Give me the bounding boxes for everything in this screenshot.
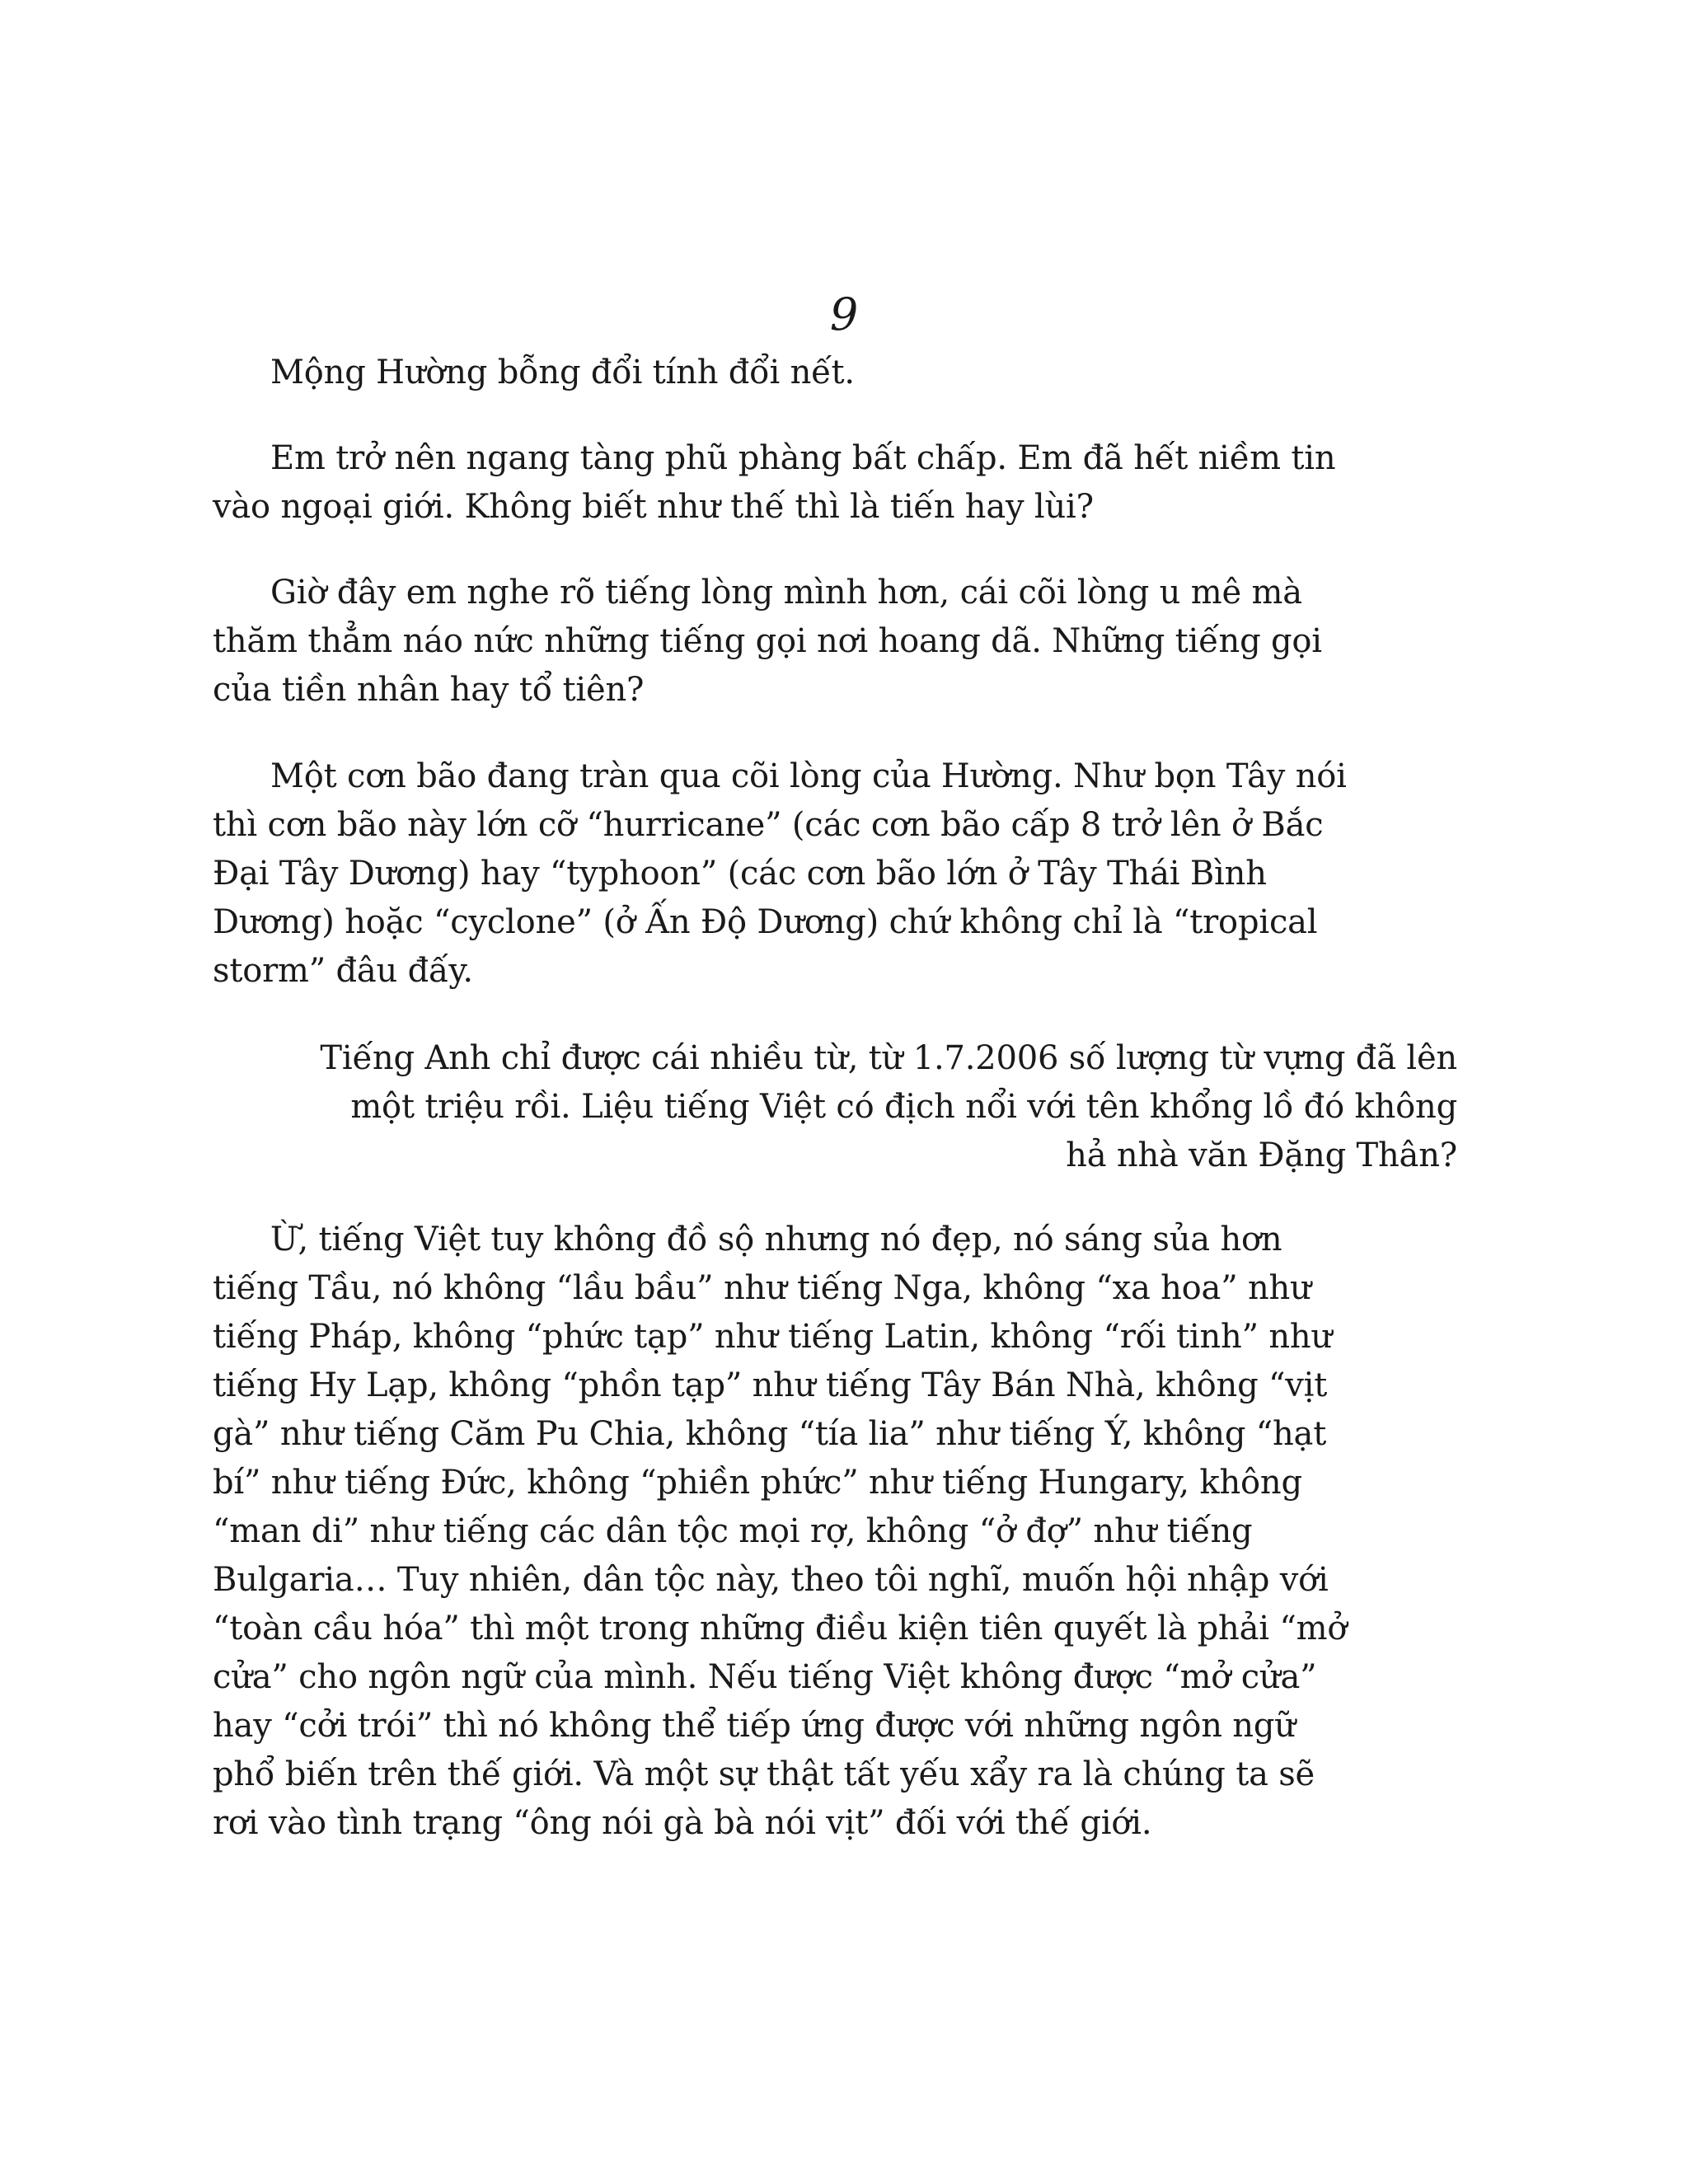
text-line: Giờ đây em nghe rõ tiếng lòng mình hơn, cái cõi lòng u mê mà [270, 574, 1302, 612]
paragraph-2 [213, 434, 1457, 532]
text-line: thăm thẳm náo nức những tiếng gọi nơi hoang dã. Những tiếng gọi [213, 622, 1322, 660]
text-line: hả nhà văn Đặng Thân? [1066, 1137, 1457, 1174]
text-line: vào ngoại giới. Không biết như thế thì là tiến hay lùi? [213, 488, 1094, 526]
text-line: bí” như tiếng Đức, không “phiền phức” như tiếng Hungary, không [213, 1464, 1302, 1502]
text-line: “man di” như tiếng các dân tộc mọi rợ, không “ở đợ” như tiếng [213, 1512, 1253, 1550]
text-line: rơi vào tình trạng “ông nói gà bà nói vịt” đối với thế giới. [213, 1804, 1152, 1842]
paragraph-4 [213, 752, 1457, 996]
text-line: của tiền nhân hay tổ tiên? [213, 671, 645, 709]
text-line: Bulgaria… Tuy nhiên, dân tộc này, theo tôi nghĩ, muốn hội nhập với [213, 1561, 1329, 1599]
text-line: một triệu rồi. Liệu tiếng Việt có địch nổi với tên khổng lồ đó không [350, 1088, 1457, 1126]
text-line: gà” như tiếng Căm Pu Chia, không “tía lia” như tiếng Ý, không “hạt [213, 1415, 1327, 1453]
paragraph-3 [213, 569, 1457, 715]
text-line: storm” đâu đấy. [213, 952, 473, 990]
text-line: hay “cởi trói” thì nó không thể tiếp ứng được với những ngôn ngữ [213, 1707, 1296, 1745]
chapter-number: 9 [829, 288, 859, 340]
text-line: tiếng Hy Lạp, không “phồn tạp” như tiếng Tây Bán Nhà, không “vịt [213, 1366, 1328, 1404]
text-line: Một cơn bão đang tràn qua cõi lòng của Hường. Như bọn Tây nói [270, 757, 1347, 795]
text-line: cửa” cho ngôn ngữ của mình. Nếu tiếng Việt không được “mở cửa” [213, 1658, 1317, 1696]
text-line: tiếng Pháp, không “phức tạp” như tiếng Latin, không “rối tinh” như [213, 1318, 1333, 1356]
text-line: Dương) hoặc “cyclone” (ở Ấn Độ Dương) chứ không chỉ là “tropical [213, 903, 1318, 941]
paragraph-1 [213, 349, 1457, 397]
text-line: Ừ, tiếng Việt tuy không đồ sộ nhưng nó đẹp, nó sáng sủa hơn [270, 1221, 1282, 1258]
text-line: thì cơn bão này lớn cỡ “hurricane” (các cơn bão cấp 8 trở lên ở Bắc [213, 806, 1324, 844]
text-line: phổ biến trên thế giới. Và một sự thật tất yếu xẩy ra là chúng ta sẽ [213, 1755, 1315, 1793]
text-line: Đại Tây Dương) hay “typhoon” (các cơn bão lớn ở Tây Thái Bình [213, 855, 1267, 893]
text-line: “toàn cầu hóa” thì một trong những điều kiện tiên quyết là phải “mở [213, 1610, 1348, 1647]
text-line: Tiếng Anh chỉ được cái nhiều từ, từ 1.7.2006 số lượng từ vựng đã lên [320, 1039, 1457, 1077]
paragraph-6 [213, 1216, 1457, 1848]
text-line: tiếng Tầu, nó không “lầu bầu” như tiếng Nga, không “xa hoa” như [213, 1269, 1311, 1307]
text-line: Em trở nên ngang tàng phũ phàng bất chấp. Em đã hết niềm tin [270, 439, 1336, 477]
paragraph-5 [213, 1034, 1457, 1180]
text-line: Mộng Hường bỗng đổi tính đổi nết. [270, 354, 855, 391]
